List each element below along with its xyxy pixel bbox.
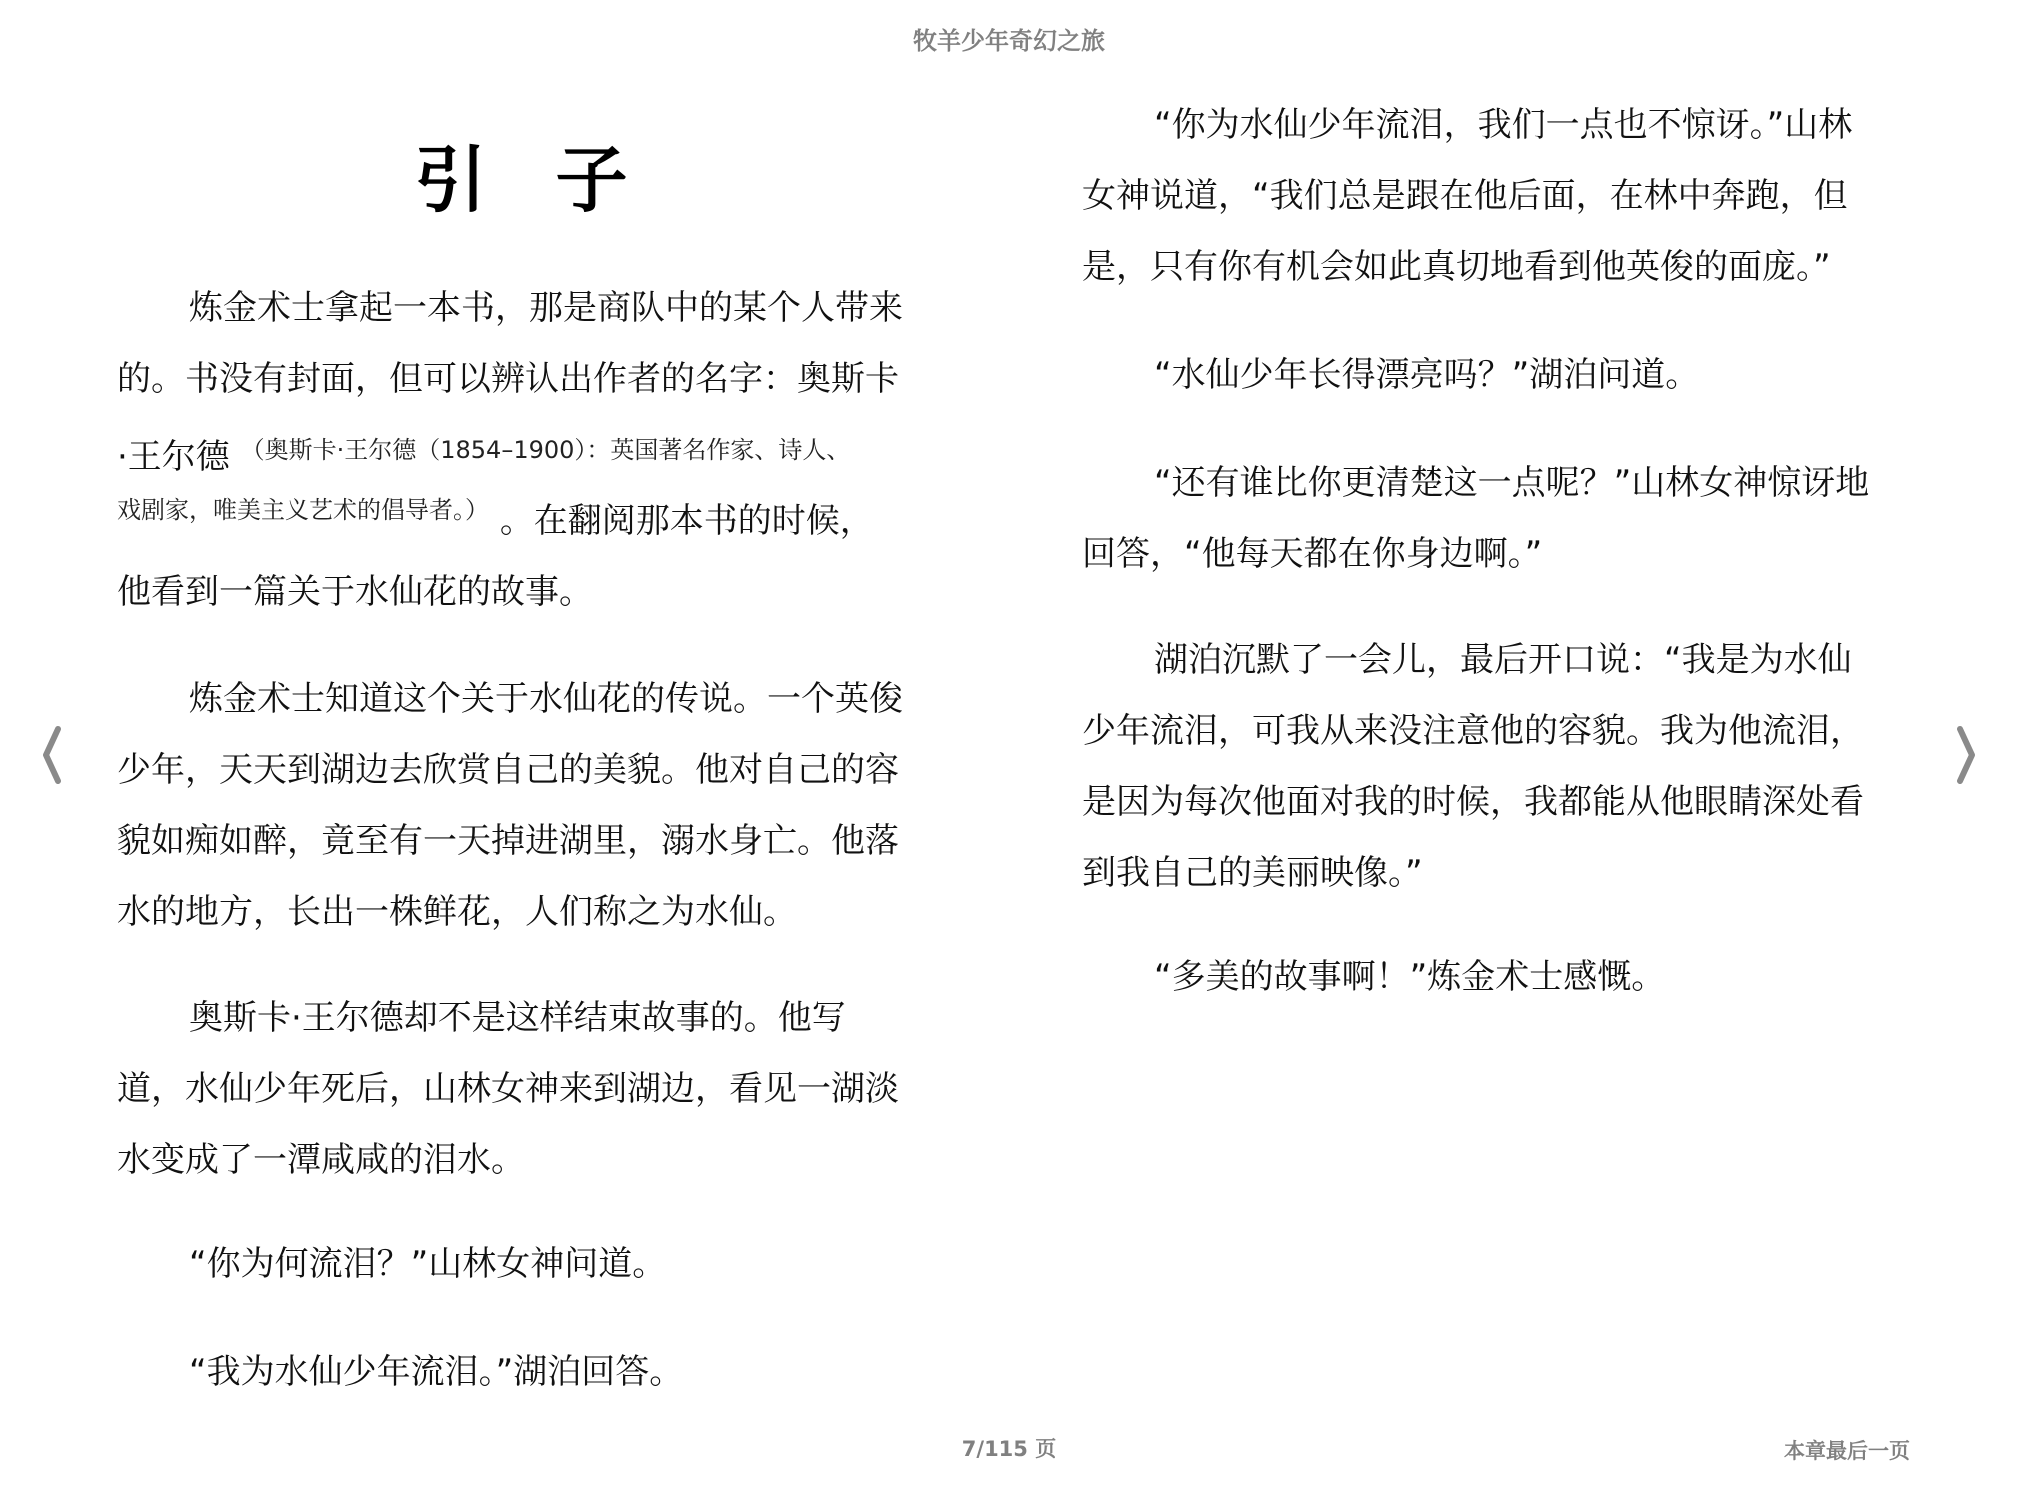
text-line: 到我自己的美丽映像。” xyxy=(1082,853,1423,893)
text-line: 奥斯卡·王尔德却不是这样结束故事的。他写 xyxy=(189,998,846,1038)
text-line: 水变成了一潭咸咸的泪水。 xyxy=(117,1140,525,1180)
page-indicator: 7/115 页 xyxy=(961,1437,1057,1461)
text-line: 女神说道，“我们总是跟在他后面，在林中奔跑，但 xyxy=(1082,176,1848,216)
text-line: 他看到一篇关于水仙花的故事。 xyxy=(117,572,593,612)
text-line: 湖泊沉默了一会儿，最后开口说：“我是为水仙 xyxy=(1154,640,1852,680)
paragraph xyxy=(1082,448,1934,590)
text-segment: 。在翻阅那本书的时候， xyxy=(499,501,874,541)
previous-page-button[interactable] xyxy=(32,722,72,788)
paragraph xyxy=(117,273,957,628)
text-line: 少年，天天到湖边去欣赏自己的美貌。他对自己的容 xyxy=(117,750,899,790)
paragraph xyxy=(117,983,957,1196)
text-line-with-footnote xyxy=(117,486,957,557)
text-line: 是，只有你有机会如此真切地看到他英俊的面庞。” xyxy=(1082,247,1831,287)
paragraph xyxy=(117,664,957,948)
chevron-right-icon xyxy=(1954,723,1978,787)
text-line: 水的地方，长出一株鲜花，人们称之为水仙。 xyxy=(117,892,797,932)
paragraph xyxy=(117,1337,957,1408)
paragraph xyxy=(1082,90,1934,303)
next-page-button[interactable] xyxy=(1946,722,1986,788)
text-line: “多美的故事啊！”炼金术士感慨。 xyxy=(1154,957,1666,997)
text-line: “水仙少年长得漂亮吗？”湖泊问道。 xyxy=(1154,355,1700,395)
chapter-status-label: 本章最后一页 xyxy=(1784,1439,1910,1463)
text-line: 炼金术士拿起一本书，那是商队中的某个人带来 xyxy=(189,288,903,328)
paragraph xyxy=(1082,625,1934,909)
paragraph xyxy=(117,1229,957,1300)
paragraph xyxy=(1082,340,1934,411)
text-line: “还有谁比你更清楚这一点呢？”山林女神惊讶地 xyxy=(1154,463,1870,503)
text-line: 炼金术士知道这个关于水仙花的传说。一个英俊 xyxy=(189,679,903,719)
text-line: 回答，“他每天都在你身边啊。” xyxy=(1082,534,1543,574)
text-line: 是因为每次他面对我的时候，我都能从他眼睛深处看 xyxy=(1082,782,1864,822)
chapter-heading: 引 子 xyxy=(414,138,650,222)
chevron-left-icon xyxy=(40,723,64,787)
book-title: 牧羊少年奇幻之旅 xyxy=(913,27,1105,55)
text-line: “你为何流泪？”山林女神问道。 xyxy=(189,1244,667,1284)
text-line-with-footnote xyxy=(117,415,957,486)
paragraph xyxy=(1082,942,1934,1013)
text-line: 少年流泪，可我从来没注意他的容貌。我为他流泪， xyxy=(1082,711,1864,751)
footnote-text[interactable]: 戏剧家，唯美主义艺术的倡导者。） xyxy=(117,496,489,524)
text-line: 貌如痴如醉，竟至有一天掉进湖里，溺水身亡。他落 xyxy=(117,821,899,861)
text-line: “我为水仙少年流泪。”湖泊回答。 xyxy=(189,1352,684,1392)
footnote-text[interactable]: （奥斯卡·王尔德（1854–1900）：英国著名作家、诗人、 xyxy=(240,436,851,464)
author-name: ·王尔德 xyxy=(117,437,230,477)
text-line: 道，水仙少年死后，山林女神来到湖边，看见一湖淡 xyxy=(117,1069,899,1109)
text-line: 的。书没有封面，但可以辨认出作者的名字：奥斯卡 xyxy=(117,359,899,399)
text-line: “你为水仙少年流泪，我们一点也不惊讶。”山林 xyxy=(1154,105,1853,145)
